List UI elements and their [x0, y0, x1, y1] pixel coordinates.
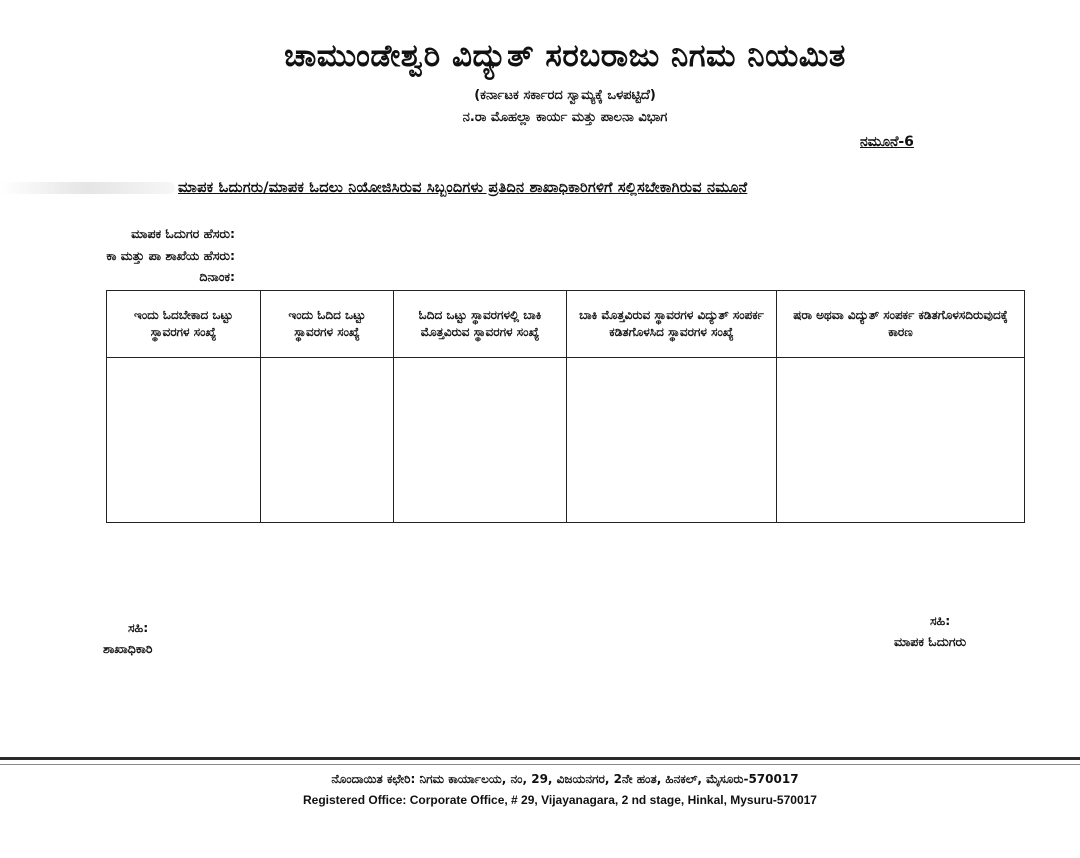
form-number: ನಮೂನೆ-6 [860, 134, 914, 150]
branch-name-label: ಕಾ ಮತ್ತು ಪಾ ಶಾಖೆಯ ಹೆಸರು: [106, 248, 235, 263]
footer-divider [0, 757, 1080, 760]
meter-reading-table [106, 290, 1025, 523]
column-header: ಬಾಕಿ ಮೊತ್ತವಿರುವ ಸ್ಥಾವರಗಳ ವಿದ್ಯುತ್ ಸಂಪರ್ಕ ಕಡಿತಗೊಳಸಿದ ಸ್ಥಾವರಗಳ ಸಂಖ್ಯೆ [567, 291, 777, 358]
footer-divider-thin [0, 764, 1080, 765]
table-cell[interactable] [394, 358, 567, 523]
left-signature-label: ಸಹಿ: [128, 620, 149, 635]
scan-smudge [0, 182, 175, 194]
ownership-subtitle: (ಕರ್ನಾಟಕ ಸರ್ಕಾರದ ಸ್ವಾಮ್ಯಕ್ಕೆ ಒಳಪಟ್ಟಿದೆ) [474, 88, 656, 103]
footer-address-english: Registered Office: Corporate Office, # 29, Vijayanagara, 2 nd stage, Hinkal, Mysuru-570017 [303, 793, 817, 807]
table-row [107, 358, 1025, 523]
table-cell[interactable] [777, 358, 1025, 523]
column-header: ಇಂದು ಓದಬೇಕಾದ ಒಟ್ಟು ಸ್ಥಾವರಗಳ ಸಂಖ್ಯೆ [107, 291, 261, 358]
footer-address-kannada: ನೊಂದಾಯಿತ ಕಛೇರಿ: ನಿಗಮ ಕಾರ್ಯಾಲಯ, ನಂ, 29, ವಿಜಯನಗರ, 2ನೇ ಹಂತ, ಹಿನಕಲ್, ಮೈಸೂರು-570017 [331, 772, 799, 786]
column-header: ಓದಿದ ಒಟ್ಟು ಸ್ಥಾವರಗಳಲ್ಲಿ ಬಾಕಿ ಮೊತ್ತವಿರುವ ಸ್ಥಾವರಗಳ ಸಂಖ್ಯೆ [394, 291, 567, 358]
table-cell[interactable] [567, 358, 777, 523]
branch-officer-label: ಶಾಖಾಧಿಕಾರಿ [103, 641, 153, 656]
table-cell[interactable] [261, 358, 394, 523]
organization-title: ಚಾಮುಂಡೇಶ್ವರಿ ವಿದ್ಯುತ್ ಸರಬರಾಜು ನಿಗಮ ನಿಯಮಿತ [284, 38, 846, 74]
division-name: ನ.ರಾ ಮೊಹಲ್ಲಾ ಕಾರ್ಯ ಮತ್ತು ಪಾಲನಾ ವಿಭಾಗ [462, 110, 668, 125]
column-header: ಷರಾ ಅಥವಾ ವಿದ್ಯುತ್ ಸಂಪರ್ಕ ಕಡಿತಗೊಳಸದಿರುವುದಕ್ಕೆ ಕಾರಣ [777, 291, 1025, 358]
reader-name-label: ಮಾಪಕ ಓದುಗರ ಹೆಸರು: [131, 226, 235, 241]
date-label: ದಿನಾಂಕ: [199, 269, 235, 284]
column-header: ಇಂದು ಓದಿದ ಒಟ್ಟು ಸ್ಥಾವರಗಳ ಸಂಖ್ಯೆ [261, 291, 394, 358]
right-signature-label: ಸಹಿ: [930, 613, 951, 628]
meter-reader-label: ಮಾಪಕ ಓದುಗರು [894, 634, 967, 649]
form-heading: ಮಾಪಕ ಓದುಗರು/ಮಾಪಕ ಓದಲು ನಿಯೋಜಿಸಿರುವ ಸಿಬ್ಬಂದಿಗಳು ಪ್ರತಿದಿನ ಶಾಖಾಧಿಕಾರಿಗಳಿಗೆ ಸಲ್ಲಿಸಬೇಕಾಗಿರುವ ನಮೂನೆ [178, 180, 748, 196]
table-cell[interactable] [107, 358, 261, 523]
table-header-row [107, 291, 1025, 358]
